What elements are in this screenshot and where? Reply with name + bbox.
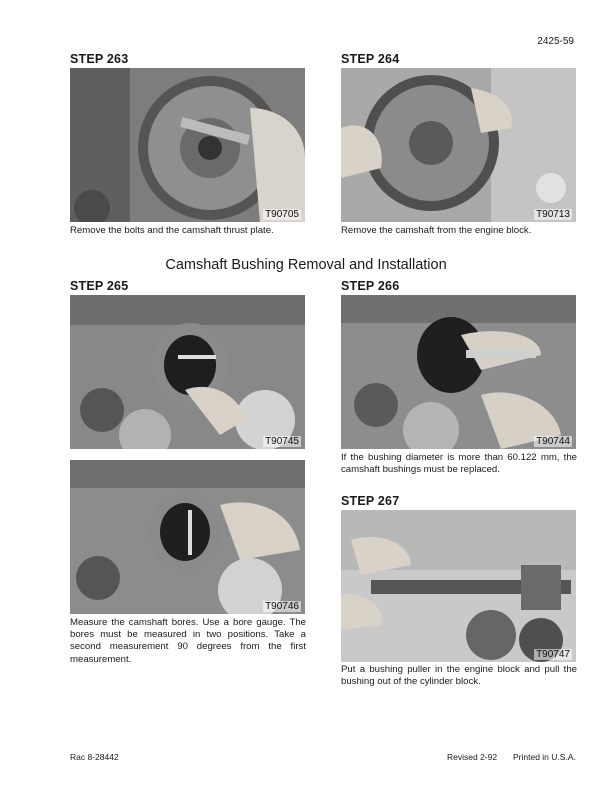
step-263-photo bbox=[70, 68, 305, 222]
step-266-photo bbox=[341, 295, 576, 449]
step-265-photo-second bbox=[70, 460, 305, 614]
step-263-caption: Remove the bolts and the camshaft thrust plate. bbox=[70, 225, 274, 236]
step-267-title: STEP 267 bbox=[341, 494, 400, 508]
step-264-title: STEP 264 bbox=[341, 52, 400, 66]
step-267-figure-code: T90747 bbox=[536, 649, 570, 660]
step-265-figure-code: T90745 bbox=[265, 436, 299, 447]
step-266-title: STEP 266 bbox=[341, 279, 400, 293]
step-267-photo bbox=[341, 510, 576, 662]
step-266-figure-code: T90744 bbox=[536, 436, 570, 447]
page-number: 2425-59 bbox=[537, 36, 574, 47]
step-265-figure-code-second: T90746 bbox=[265, 601, 299, 612]
step-265-photo bbox=[70, 295, 305, 449]
step-267-caption: Put a bushing puller in the engine block and pull the bushing out of the cylinder block. bbox=[341, 664, 577, 688]
section-heading: Camshaft Bushing Removal and Installation bbox=[165, 257, 447, 273]
step-265-title: STEP 265 bbox=[70, 279, 129, 293]
footer-revised: Revised 2-92 bbox=[447, 752, 498, 762]
step-263-title: STEP 263 bbox=[70, 52, 129, 66]
footer-printed: Printed in U.S.A. bbox=[513, 752, 576, 762]
step-264-caption: Remove the camshaft from the engine block. bbox=[341, 225, 532, 236]
step-264-figure-code: T90713 bbox=[536, 209, 570, 220]
step-264-photo bbox=[341, 68, 576, 222]
footer-doc-id: Rac 8-28442 bbox=[70, 752, 119, 762]
step-266-caption: If the bushing diameter is more than 60.122 mm, the camshaft bushings must be replaced. bbox=[341, 452, 577, 476]
step-263-figure-code: T90705 bbox=[265, 209, 299, 220]
step-265-caption: Measure the camshaft bores. Use a bore gauge. The bores must be measured in two positions. Take a second measurement 90 degrees from the first measurement. bbox=[70, 617, 306, 665]
